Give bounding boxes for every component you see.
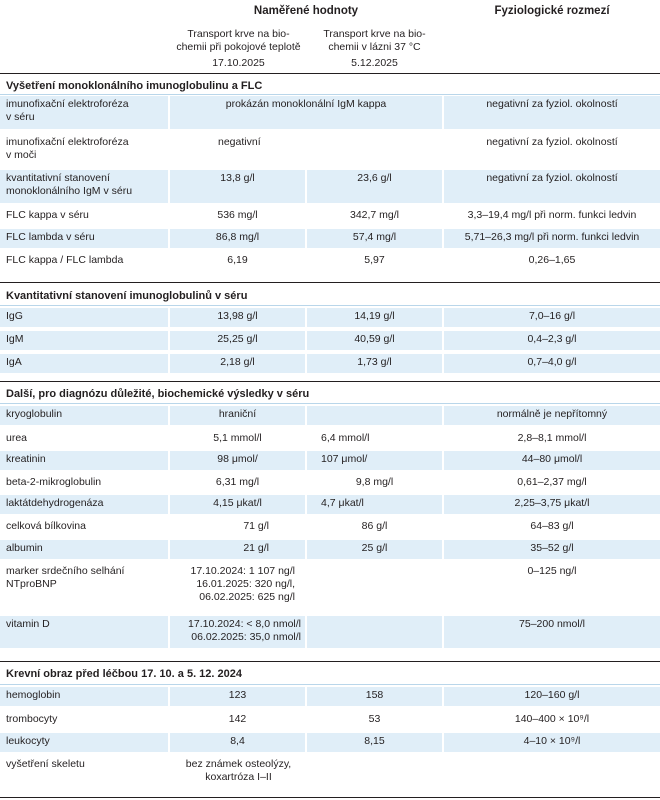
row-value-2: 6,4 mmol/l [321,432,370,444]
table-row [0,540,660,559]
row-label: IgG [0,308,168,327]
row-label: hemoglobin [0,687,168,706]
row-value-2 [307,134,442,164]
row-value-1: 6,19 [227,254,248,266]
col1-title: Transport krve na bio- chemii při pokojové teplotě [176,28,301,53]
row-value-1: 17.10.2024: < 8,0 nmol/l 06.02.2025: 35,0 nmol/l [170,616,305,648]
row-value-1: 98 μmol/ [170,451,305,470]
row-value-2: 23,6 g/l [307,170,442,203]
row-value-1: hraniční [170,406,305,425]
row-reference: 3,3–19,4 mg/l při norm. funkci ledvin [467,209,637,221]
table-row [0,170,660,203]
row-reference: 0,7–4,0 g/l [444,354,660,373]
row-label: trombocyty [6,713,58,725]
row-value-2 [307,756,442,788]
row-label: imunofixační elektroforéza v séru [0,96,168,129]
section-divider [0,403,660,404]
table-row [0,96,660,129]
table-row [0,430,660,448]
row-reference: negativní za fyziol. okolností [444,96,660,129]
table-row [0,354,660,373]
row-reference: 44–80 μmol/l [444,451,660,470]
table-row [0,207,660,225]
row-label: albumin [0,540,168,559]
table-row [0,331,660,350]
section-divider [0,381,660,382]
row-value-2: 4,7 μkat/l [307,495,442,514]
row-value-2: 40,59 g/l [307,331,442,350]
row-value-span: prokázán monoklonální IgM kappa [170,96,442,129]
table-row [0,711,660,729]
row-value-1: 5,1 mmol/l [213,432,262,444]
table-row [0,474,660,492]
row-label: kvantitativní stanovení monoklonálního IgM v séru [0,170,168,203]
row-value-1: 71 g/l [243,520,269,532]
row-reference: 0,26–1,65 [528,254,576,266]
row-label: vyšetření skeletu [6,758,85,770]
row-reference: 0,4–2,3 g/l [444,331,660,350]
row-value-2: 53 [368,713,381,725]
section-title: Vyšetření monoklonálního imunoglobulinu a FLC [6,80,263,92]
row-reference: 2,25–3,75 μkat/l [444,495,660,514]
row-label: celková bílkovina [6,520,86,532]
row-value-1: 17.10.2024: 1 107 ng/l 16.01.2025: 320 ng/l, 06.02.2025: 625 ng/l [190,565,295,603]
row-reference: negativní za fyziol. okolností [486,136,618,148]
table-row [0,308,660,327]
row-reference: 7,0–16 g/l [444,308,660,327]
row-value-2: 9,8 mg/l [355,476,394,488]
section-title: Kvantitativní stanovení imunoglobulinů v séru [6,290,248,302]
section-title: Další, pro diagnózu důležité, biochemické výsledky v séru [6,388,310,400]
row-value-1: 4,15 μkat/l [170,495,305,514]
row-label: FLC kappa v séru [6,209,89,221]
row-reference: 0,61–2,37 mg/l [517,476,587,488]
row-label: IgM [0,331,168,350]
row-value-1: 13,8 g/l [170,170,305,203]
row-reference: 2,8–8,1 mmol/l [517,432,587,444]
table-row [0,756,660,788]
row-value-1: 13,98 g/l [170,308,305,327]
row-value-2: 86 g/l [361,520,388,532]
section-divider [0,94,660,95]
row-value-2: 107 μmol/ [307,451,442,470]
table-bottom-rule [0,797,660,798]
row-value-1: 142 [228,713,247,725]
table-row [0,134,660,164]
row-value-1: 2,18 g/l [170,354,305,373]
row-reference: 35–52 g/l [444,540,660,559]
table-row [0,252,660,270]
row-value-1: 6,31 mg/l [215,476,260,488]
row-label: kryoglobulin [0,406,168,425]
row-label: imunofixační elektroforéza v moči [6,136,129,161]
row-reference: 140–400 × 10⁹/l [514,713,590,725]
row-value-2: 25 g/l [307,540,442,559]
table-row [0,733,660,752]
row-value-1: negativní [218,136,261,148]
row-label: FLC lambda v séru [0,229,168,248]
row-value-1: 21 g/l [170,540,305,559]
table-row [0,616,660,648]
row-value-2: 342,7 mg/l [349,209,400,221]
col2-date: 5.12.2025 [351,57,398,69]
row-reference: normálně je nepřítomný [444,406,660,425]
row-reference [444,756,660,788]
header-reference: Fyziologické rozmezí [494,5,610,17]
row-label: urea [6,432,28,444]
row-value-2: 14,19 g/l [307,308,442,327]
table-row [0,406,660,425]
row-label: FLC kappa / FLC lambda [6,254,124,266]
section-divider [0,305,660,306]
section-divider [0,684,660,685]
row-reference: 64–83 g/l [530,520,574,532]
row-value-1: 536 mg/l [217,209,258,221]
row-label: vitamin D [0,616,168,648]
row-label: kreatinin [0,451,168,470]
table-row [0,687,660,706]
header-divider [0,73,660,74]
section-divider [0,282,660,283]
table-row [0,563,660,608]
row-value-1: bez známek osteolýzy, koxartróza I–II [185,758,292,783]
row-value-2 [307,406,442,425]
col2-title: Transport krve na bio- chemii v lázni 37 °C [323,28,426,53]
row-label: leukocyty [0,733,168,752]
row-reference: negativní za fyziol. okolností [444,170,660,203]
row-reference: 0–125 ng/l [527,565,577,577]
row-value-2: 158 [307,687,442,706]
table-row [0,229,660,248]
row-value-2: 5,97 [364,254,385,266]
row-value-1: 25,25 g/l [170,331,305,350]
table-row [0,495,660,514]
row-reference: 120–160 g/l [444,687,660,706]
table-row [0,518,660,536]
row-reference: 75–200 nmol/l [444,616,660,648]
row-label: IgA [0,354,168,373]
row-value-2: 1,73 g/l [307,354,442,373]
section-divider [0,661,660,662]
row-value-1: 86,8 mg/l [170,229,305,248]
header-measured: Naměřené hodnoty [253,5,359,17]
row-reference: 5,71–26,3 mg/l při norm. funkci ledvin [444,229,660,248]
row-value-2: 57,4 mg/l [307,229,442,248]
row-value-1: 8,4 [170,733,305,752]
row-label: beta-2-mikroglobulin [6,476,102,488]
row-value-2 [307,563,442,608]
row-value-1: 123 [170,687,305,706]
col1-date: 17.10.2025 [212,57,265,69]
row-value-2: 8,15 [307,733,442,752]
row-reference: 4–10 × 10⁹/l [444,733,660,752]
table-row [0,451,660,470]
row-label: laktátdehydrogenáza [0,495,168,514]
row-value-2 [307,616,442,648]
row-label: marker srdečního selhání NTproBNP [6,565,125,590]
section-title: Krevní obraz před léčbou 17. 10. a 5. 12. 2024 [6,668,243,680]
